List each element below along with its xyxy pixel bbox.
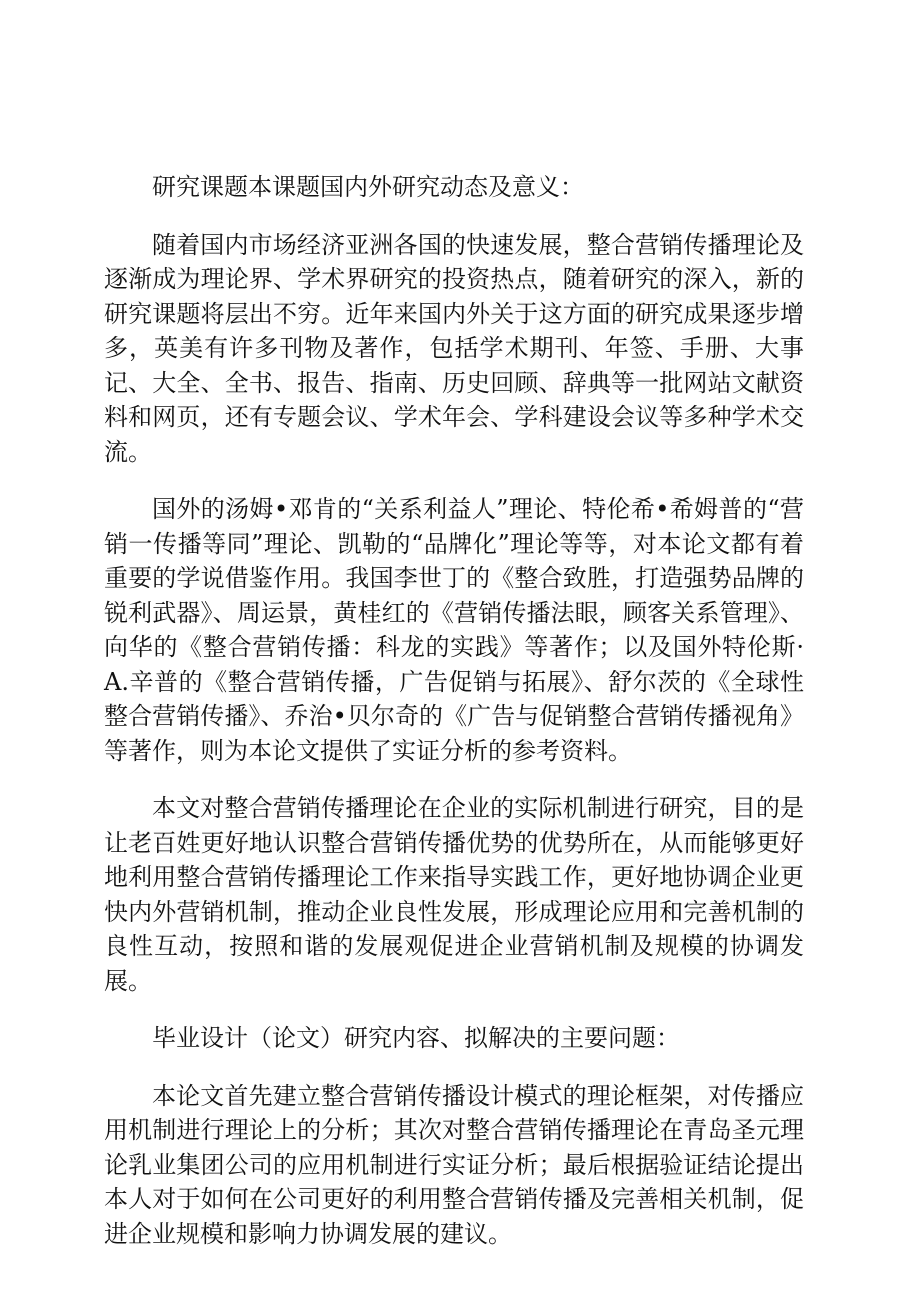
paragraph-domestic-market: 随着国内市场经济亚洲各国的快速发展，整合营销传播理论及逐渐成为理论界、学术界研究的投资热点，随着研究的深入，新的研究课题将层出不穷。近年来国内外关于这方面的研究成果逐步增多，英美有许多刊物及著作，包括学术期刊、年签、手册、大事记、大全、全书、报告、指南、历史回顾、辞典等一批网站文献资料和网页，还有专题会议、学术年会、学科建设会议等多种学术交流。	[104, 230, 804, 466]
paragraph-research-plan: 本论文首先建立整合营销传播设计模式的理论框架，对传播应用机制进行理论上的分析；其次对整合营销传播理论在青岛圣元理论乳业集团公司的应用机制进行实证分析；最后根据验证结论提出本人对于如何在公司更好的利用整合营销传播及完善相关机制，促进企业规模和影响力协调发展的建议。	[104, 1081, 804, 1248]
section-heading-research-background: 研究课题本课题国内外研究动态及意义：	[152, 173, 584, 201]
paragraph-research-purpose: 本文对整合营销传播理论在企业的实际机制进行研究，目的是让老百姓更好地认识整合营销传播优势的优势所在，从而能够更好地利用整合营销传播理论工作来指导实践工作，更好地协调企业更快内外营销机制，推动企业良性发展，形成理论应用和完善机制的良性互动，按照和谐的发展观促进企业营销机制及规模的协调发展。	[104, 794, 804, 995]
section-heading-research-content: 毕业设计（论文）研究内容、拟解决的主要问题：	[152, 1024, 680, 1052]
document-page	[104, 170, 804, 1274]
paragraph-foreign-theories: 国外的汤姆•邓肯的“关系利益人”理论、特伦希•希姆普的“营销一传播等同”理论、凯勒的“品牌化”理论等等，对本论文都有着重要的学说借鉴作用。我国李世丁的《整合致胜，打造强势品牌的锐利武器》、周运景，黄桂红的《营销传播法眼，顾客关系管理》、向华的《整合营销传播：科龙的实践》等著作；以及国外特伦斯· A.辛普的《整合营销传播，广告促销与拓展》、舒尔茨的《全球性整合营销传播》、乔治•贝尔奇的《广告与促销整合营销传播视角》等著作，则为本论文提供了实证分析的参考资料。	[104, 495, 804, 765]
